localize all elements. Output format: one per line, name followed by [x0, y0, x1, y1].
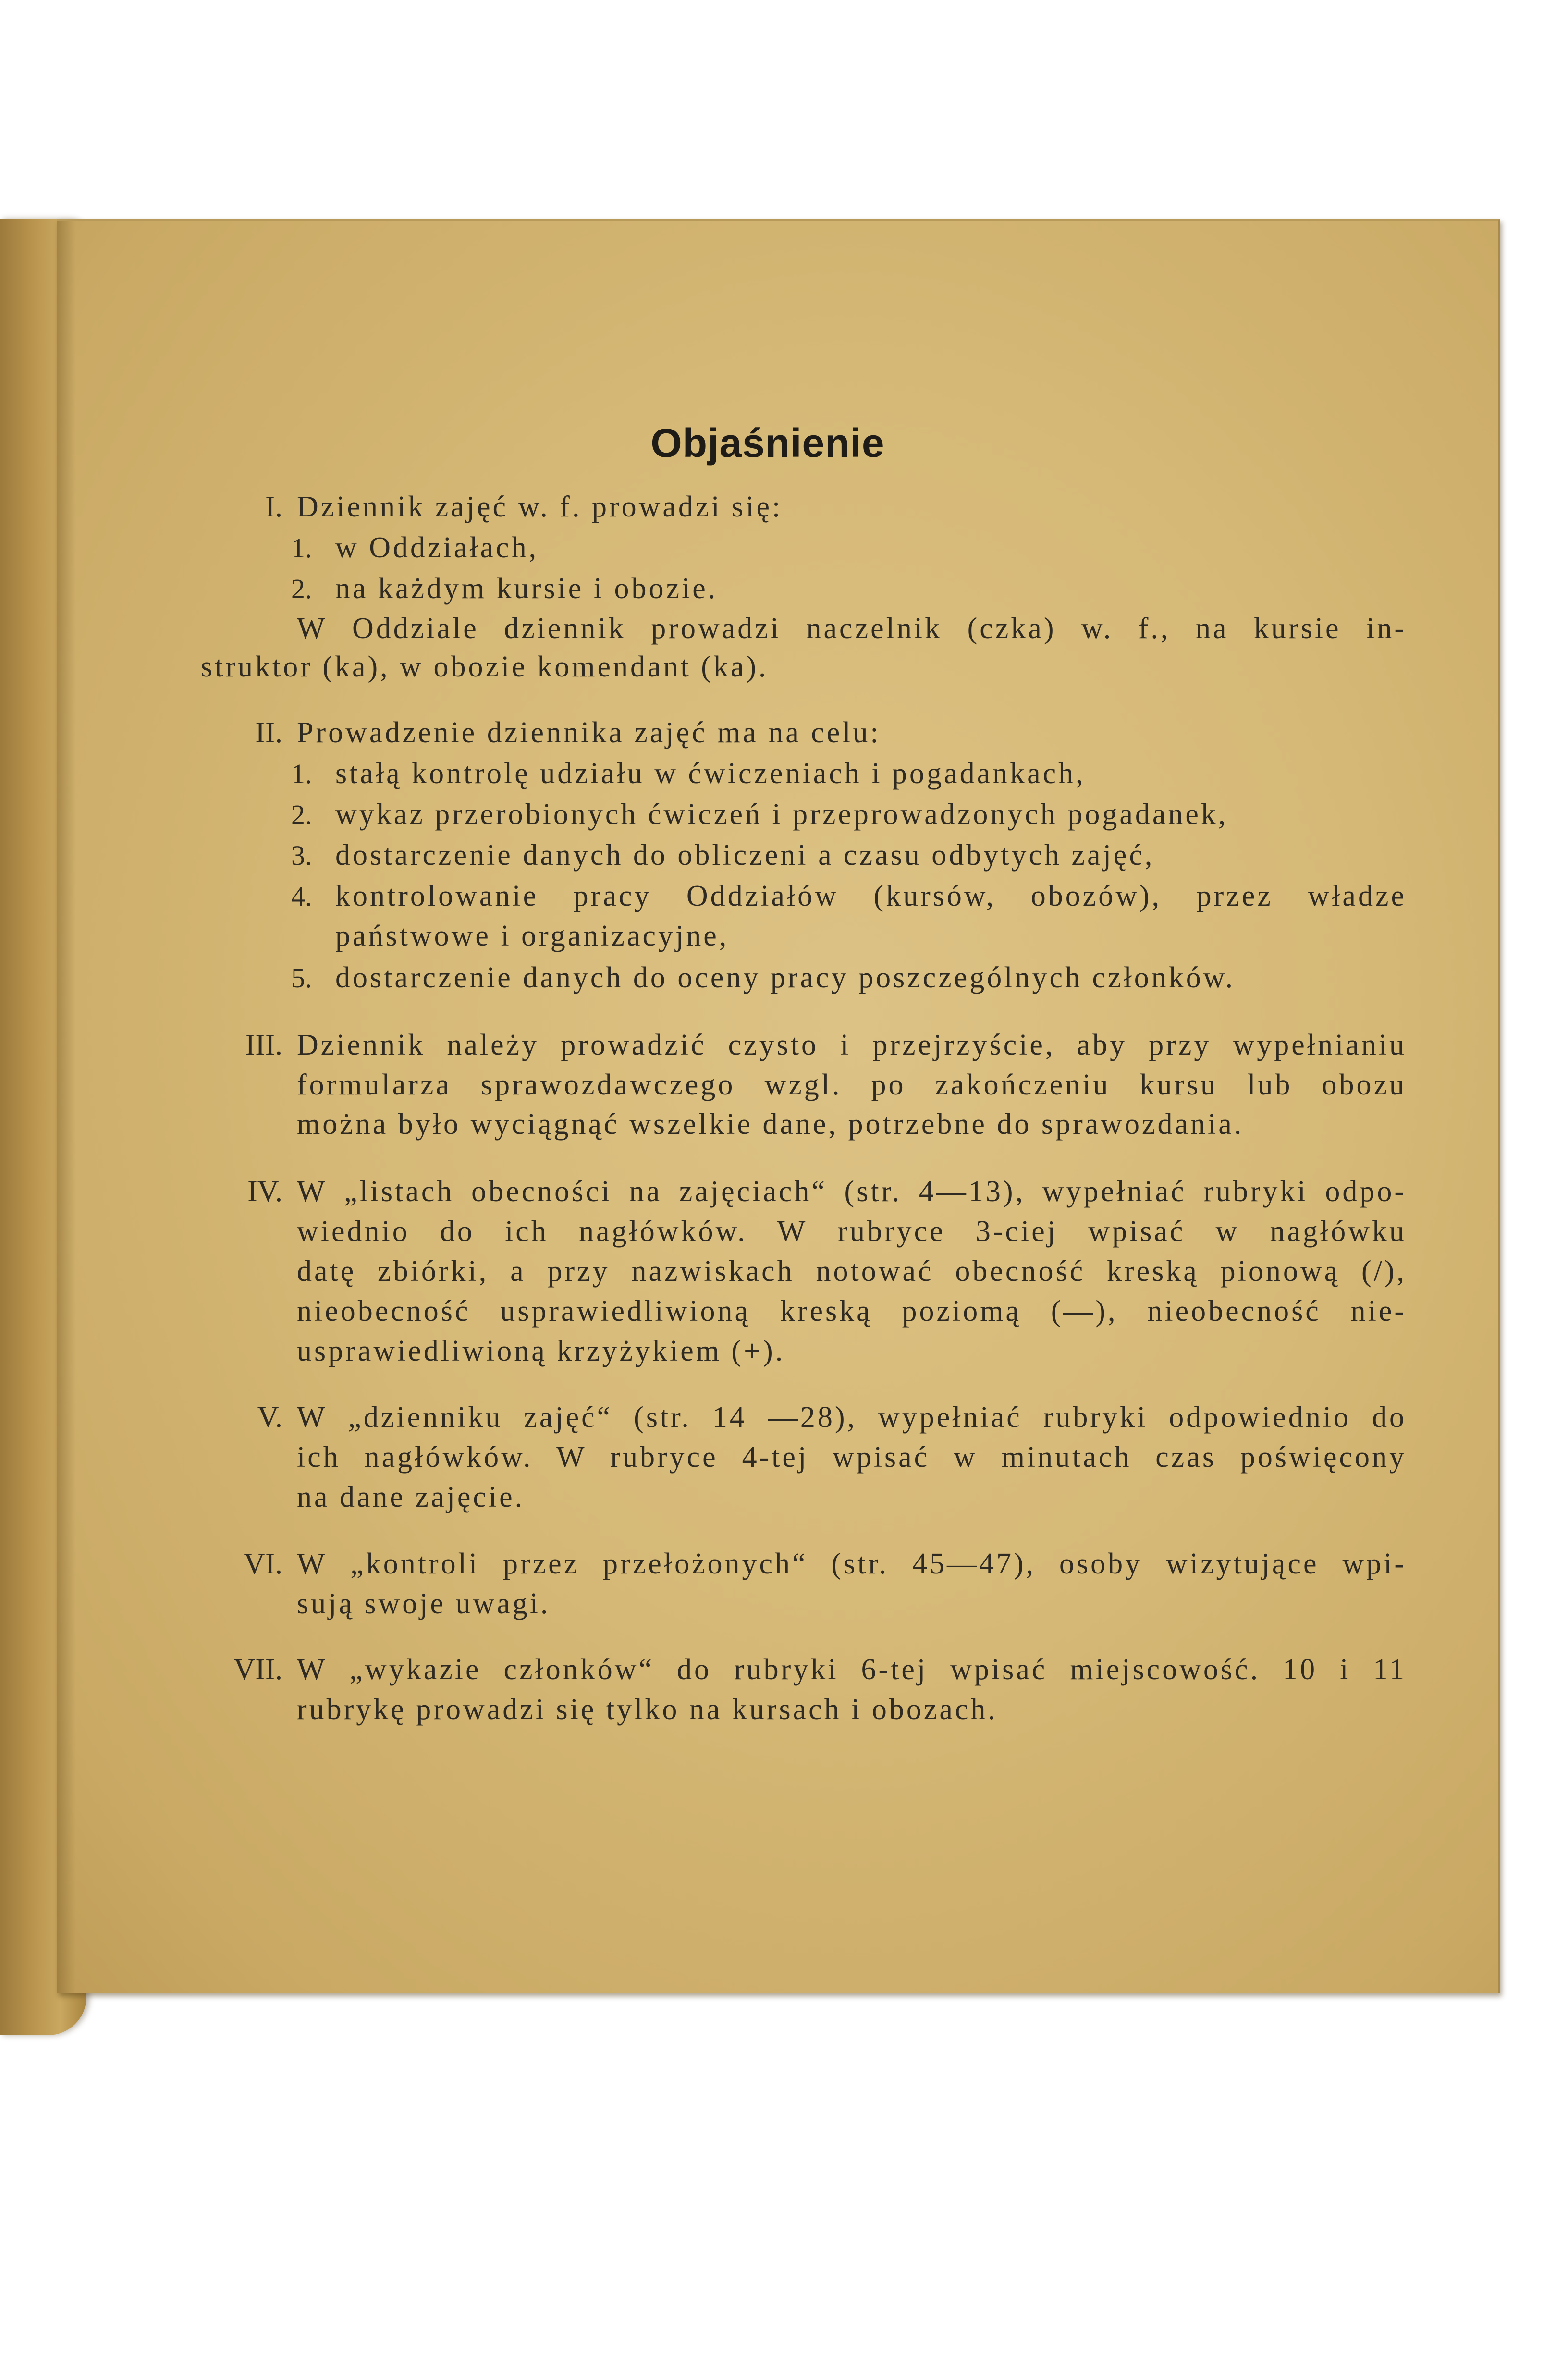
- section-6-line-2: sują swoje uwagi.: [297, 1587, 551, 1620]
- section-2-item-3-text: dostarczenie danych do obliczeni a czasu odbytych zajęć,: [335, 839, 1155, 872]
- section-1-line-1: Dziennik zajęć w. f. prowadzi się:: [297, 491, 783, 523]
- section-5-line-3: na dane zajęcie.: [297, 1481, 525, 1513]
- page-binding-shadow: [57, 221, 76, 1993]
- section-2-item-5-text: dostarczenie danych do oceny pracy poszczególnych członków.: [335, 961, 1236, 994]
- section-1-paragraph-line-2: struktor (ka), w obozie komendant (ka).: [201, 651, 769, 683]
- section-3-line-2: formularza sprawozdawczego wzgl. po zakończeniu kursu lub obozu: [297, 1070, 1407, 1101]
- instruction-page: [57, 219, 1500, 1993]
- section-2-line-1: Prowadzenie dziennika zajęć ma na celu:: [297, 716, 881, 749]
- section-1-paragraph-line-1: W Oddziale dziennik prowadzi naczelnik (czka) w. f., na kursie in-: [297, 614, 1407, 645]
- section-4-line-3: datę zbiórki, a przy nazwiskach notować obecność kreską pionową (/),: [297, 1256, 1407, 1288]
- section-1-item-1-text: w Oddziałach,: [335, 531, 539, 564]
- section-2-item-5-number: 5.: [291, 962, 312, 994]
- section-4-line-5: usprawiedliwioną krzyżykiem (+).: [297, 1335, 785, 1367]
- section-numeral-1: I.: [265, 491, 282, 523]
- section-7-line-1: W „wykazie członków“ do rubryki 6-tej wpisać miejscowość. 10 i 11: [297, 1655, 1407, 1686]
- section-1-item-1-number: 1.: [291, 532, 312, 564]
- section-2-item-1-number: 1.: [291, 758, 312, 789]
- section-3-line-3: można było wyciągnąć wszelkie dane, potrzebne do sprawozdania.: [297, 1108, 1244, 1141]
- section-5-line-2: ich nagłówków. W rubryce 4-tej wpisać w minutach czas poświęcony: [297, 1442, 1407, 1474]
- section-numeral-4: IV.: [247, 1175, 282, 1208]
- section-4-line-1: W „listach obecności na zajęciach“ (str. 4—13), wypełniać rubryki odpo-: [297, 1177, 1407, 1208]
- section-2-item-4-number: 4.: [291, 881, 312, 912]
- section-4-line-4: nieobecność usprawiedliwioną kreską poziomą (—), nieobecność nie-: [297, 1296, 1407, 1328]
- section-numeral-3: III.: [245, 1029, 282, 1061]
- section-1-item-2-number: 2.: [291, 573, 312, 604]
- section-2-item-1-text: stałą kontrolę udziału w ćwiczeniach i pogadankach,: [335, 757, 1086, 790]
- section-3-line-1: Dziennik należy prowadzić czysto i przejrzyście, aby przy wypełnianiu: [297, 1030, 1407, 1061]
- section-7-line-2: rubrykę prowadzi się tylko na kursach i obozach.: [297, 1693, 998, 1726]
- section-2-item-2-text: wykaz przerobionych ćwiczeń i przeprowadzonych pogadanek,: [335, 798, 1228, 831]
- section-2-item-4-text-line-2: państwowe i organizacyjne,: [335, 920, 729, 952]
- section-6-line-1: W „kontroli przez przełożonych“ (str. 45—47), osoby wizytujące wpi-: [297, 1549, 1407, 1580]
- section-numeral-7: VII.: [233, 1653, 282, 1686]
- section-numeral-6: VI.: [244, 1548, 282, 1580]
- section-5-line-1: W „dzienniku zajęć“ (str. 14 —28), wypełniać rubryki odpowiednio do: [297, 1402, 1407, 1434]
- section-2-item-3-number: 3.: [291, 840, 312, 871]
- section-4-line-2: wiednio do ich nagłówków. W rubryce 3-ciej wpisać w nagłówku: [297, 1217, 1407, 1248]
- section-2-item-2-number: 2.: [291, 799, 312, 830]
- section-numeral-5: V.: [257, 1401, 282, 1434]
- booklet: [0, 219, 1504, 2035]
- page-title: Objaśnienie: [650, 420, 885, 466]
- section-1-item-2-text: na każdym kursie i obozie.: [335, 572, 718, 605]
- section-numeral-2: II.: [255, 716, 282, 749]
- section-2-item-4-text-line-1: kontrolowanie pracy Oddziałów (kursów, obozów), przez władze: [335, 881, 1407, 912]
